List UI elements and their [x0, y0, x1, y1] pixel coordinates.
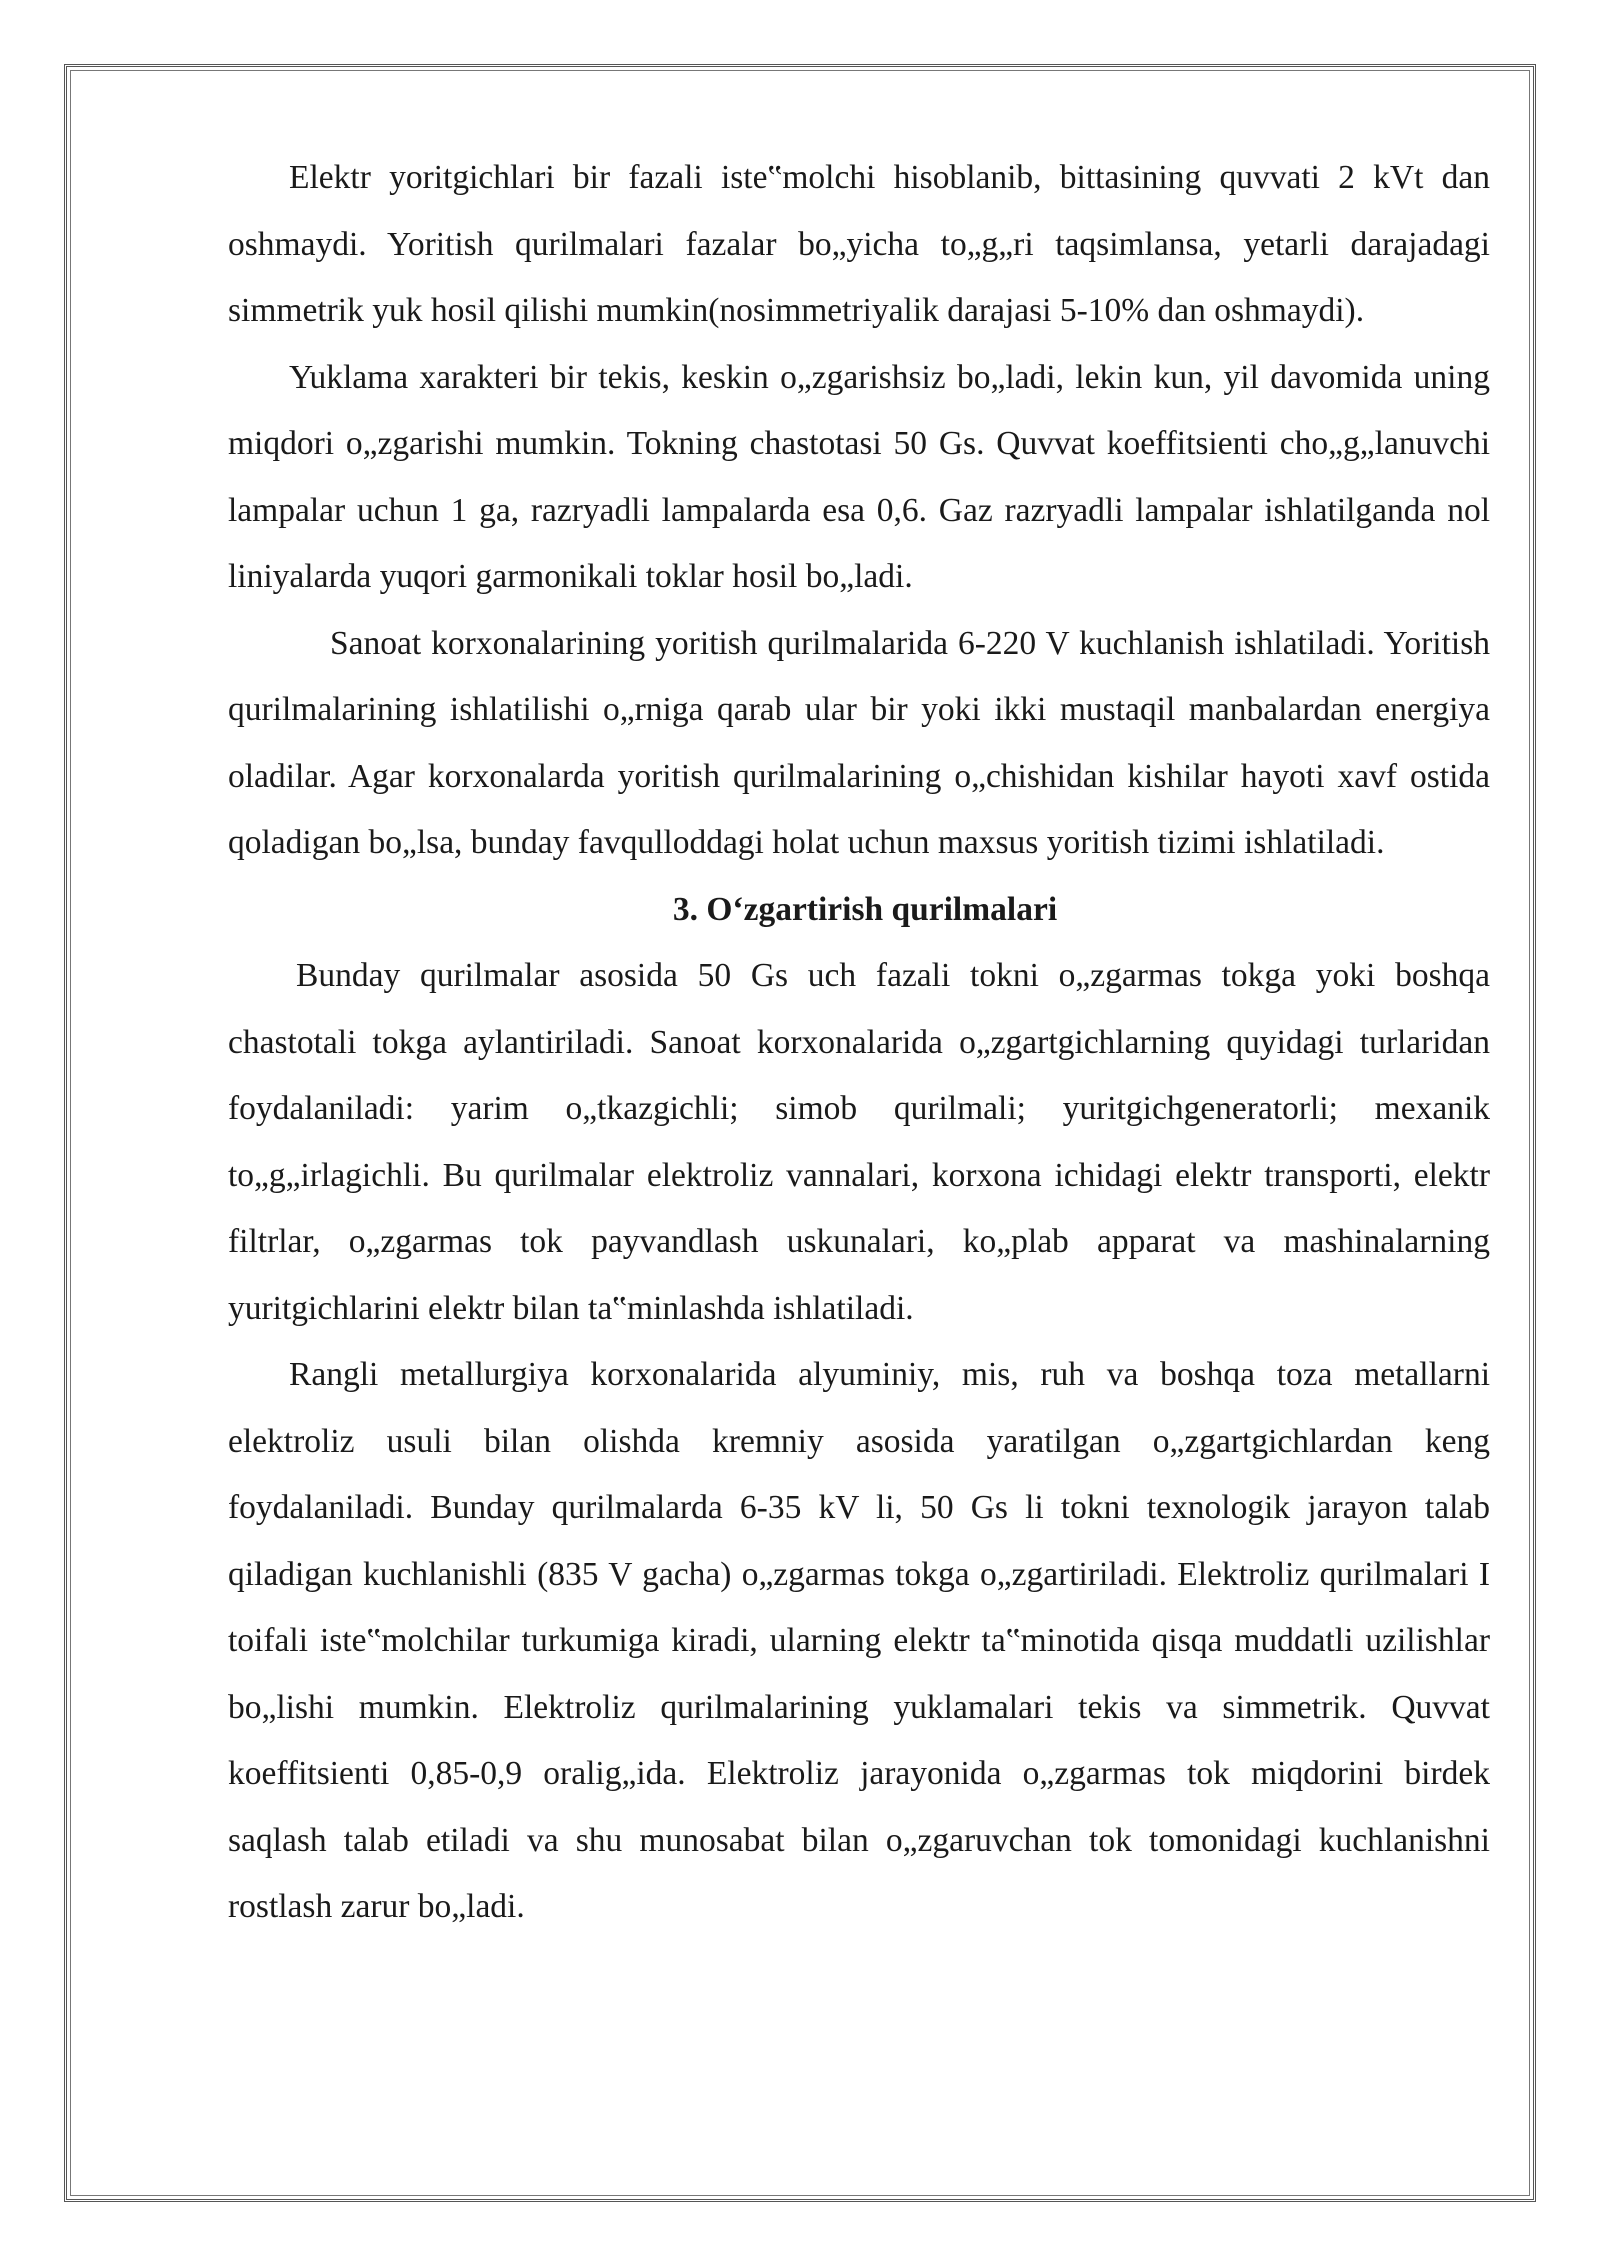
paragraph-lighting-phase: Elektr yoritgichlari bir fazali iste‟molchi hisoblanib, bittasining quvvati 2 kVt dan oshmaydi. Yoritish qurilmalari fazalar bo„yicha to„g„ri taqsimlansa, yetarli darajadagi simmetrik yuk hosil qilishi mumkin(nosimmetriyalik darajasi 5-10% dan oshmaydi).: [228, 159, 1490, 329]
paragraph-lighting-voltage: Sanoat korxonalarining yoritish qurilmalarida 6-220 V kuchlanish ishlatiladi. Yoritish qurilmalarining ishlatilishi o„rniga qarab ular bir yoki ikki mustaqil manbalardan energiya oladilar. Agar korxonalarda yoritish qurilmalarining o„chishidan kishilar hayoti xavf ostida qoladigan bo„lsa, bunday favqulloddagi holat uchun maxsus yoritish tizimi ishlatiladi.: [228, 624, 1490, 861]
document-body: [228, 145, 1490, 1941]
paragraph-electrolysis: Rangli metallurgiya korxonalarida alyuminiy, mis, ruh va boshqa toza metallarni elektroliz usuli bilan olishda kremniy asosida yaratilgan o„zgartgichlardan keng foydalaniladi. Bunday qurilmalarda 6-35 kV li, 50 Gs li tokni texnologik jarayon talab qiladigan kuchlanishli (835 V gacha) o„zgarmas tokga o„zgartiriladi. Elektroliz qurilmalari I toifali iste‟molchilar turkumiga kiradi, ularning elektr ta‟minotida qisqa muddatli uzilishlar bo„lishi mumkin. Elektroliz qurilmalarining yuklamalari tekis va simmetrik. Quvvat koeffitsienti 0,85-0,9 oralig„ida. Elektroliz jarayonida o„zgarmas tok miqdorini birdek saqlash talab etiladi va shu munosabat bilan o„zgaruvchan tok tomonidagi kuchlanishni rostlash zarur bo„ladi.: [228, 1356, 1490, 1925]
section-heading: 3. O‘zgartirish qurilmalari: [672, 890, 1058, 928]
paragraph-load-character: Yuklama xarakteri bir tekis, keskin o„zgarishsiz bo„ladi, lekin kun, yil davomida uning miqdori o„zgarishi mumkin. Tokning chastotasi 50 Gs. Quvvat koeffitsienti cho„g„lanuvchi lampalar uchun 1 ga, razryadli lampalarda esa 0,6. Gaz razryadli lampalar ishlatilganda nol liniyalarda yuqori garmonikali toklar hosil bo„ladi.: [228, 358, 1490, 595]
paragraph-converters: Bunday qurilmalar asosida 50 Gs uch fazali tokni o„zgarmas tokga yoki boshqa chastotali tokga aylantiriladi. Sanoat korxonalarida o„zgartgichlarning quyidagi turlaridan foydalaniladi: yarim o„tkazgichli; simob qurilmali; yuritgichgeneratorli; mexanik to„g„irlagichli. Bu qurilmalar elektroliz vannalari, korxona ichidagi elektr transporti, elektr filtrlar, o„zgarmas tok payvandlash uskunalari, ko„plab apparat va mashinalarning yuritgichlarini elektr bilan ta‟minlashda ishlatiladi.: [228, 957, 1490, 1327]
